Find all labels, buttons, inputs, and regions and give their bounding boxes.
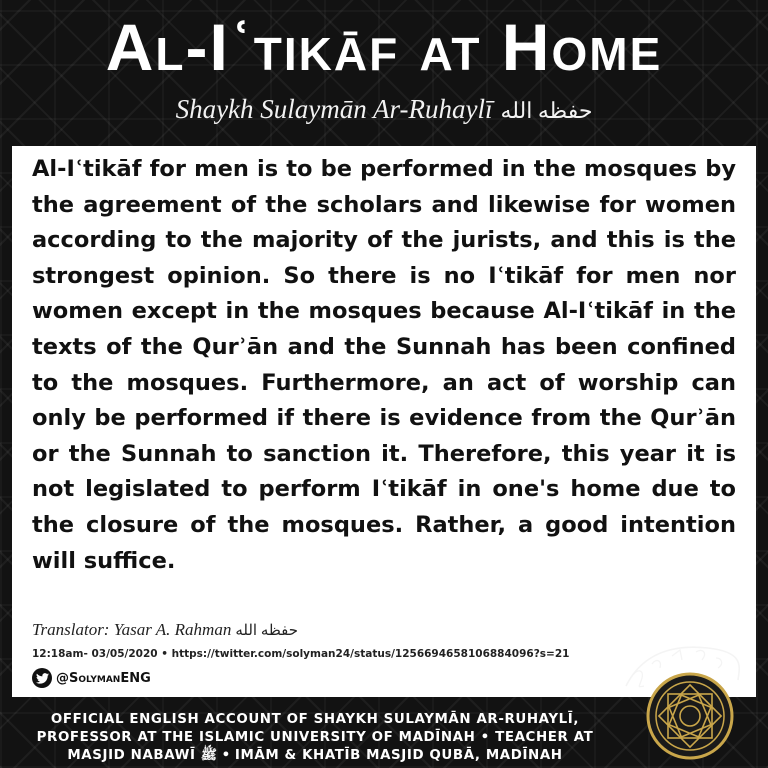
footer-line: PROFESSOR AT THE ISLAMIC UNIVERSITY OF MADĪNAH • TEACHER AT	[36, 730, 594, 745]
translator-credit	[32, 620, 298, 640]
twitter-handle: @SolymanENG	[56, 670, 151, 686]
header	[0, 0, 768, 146]
page-title: Al-Iʿtikāf at Home	[105, 10, 663, 84]
author-name: Shaykh Sulaymān Ar-Ruhaylī	[175, 94, 493, 124]
content-card	[12, 146, 756, 697]
source-line[interactable]: 12:18am- 03/05/2020 • https://twitter.com/solyman24/status/1256694658106884096?s=21	[32, 648, 570, 660]
footer-line: MASJID NABAWĪ ﷺ • IMĀM & KHATĪB MASJID QUBĀ, MADĪNAH	[67, 748, 563, 763]
social-handle-row[interactable]	[32, 668, 151, 688]
signature-seal	[612, 636, 748, 762]
translator-honorific: حفظه الله	[235, 623, 299, 639]
author-subtitle	[0, 96, 768, 123]
twitter-icon	[32, 668, 52, 688]
author-honorific: حفظه الله	[500, 98, 593, 123]
footer-line: OFFICIAL ENGLISH ACCOUNT OF SHAYKH SULAYMĀN AR-RUHAYLĪ,	[50, 712, 580, 727]
seal-emblem-icon	[612, 636, 748, 762]
quote-text: Al-Iʿtikāf for men is to be performed in the mosques by the agreement of the scholars and likewise for women according to the majority of the jurists, and this is the strongest opinion. So there is no Iʿtikāf for men nor women except in the mosques because Al-Iʿtikāf in the texts of the Qurʾān and the Sunnah has been confined to the mosques. Furthermore, an act of worship can only be performed if there is evidence from the Qurʾān or the Sunnah to sanction it. Therefore, this year it is not legislated to perform Iʿtikāf in one's home due to the closure of the mosques. Rather, a good intention will suffice.	[32, 156, 736, 574]
translator-label: Translator: Yasar A. Rahman	[32, 620, 232, 639]
footer-credits	[0, 711, 630, 765]
